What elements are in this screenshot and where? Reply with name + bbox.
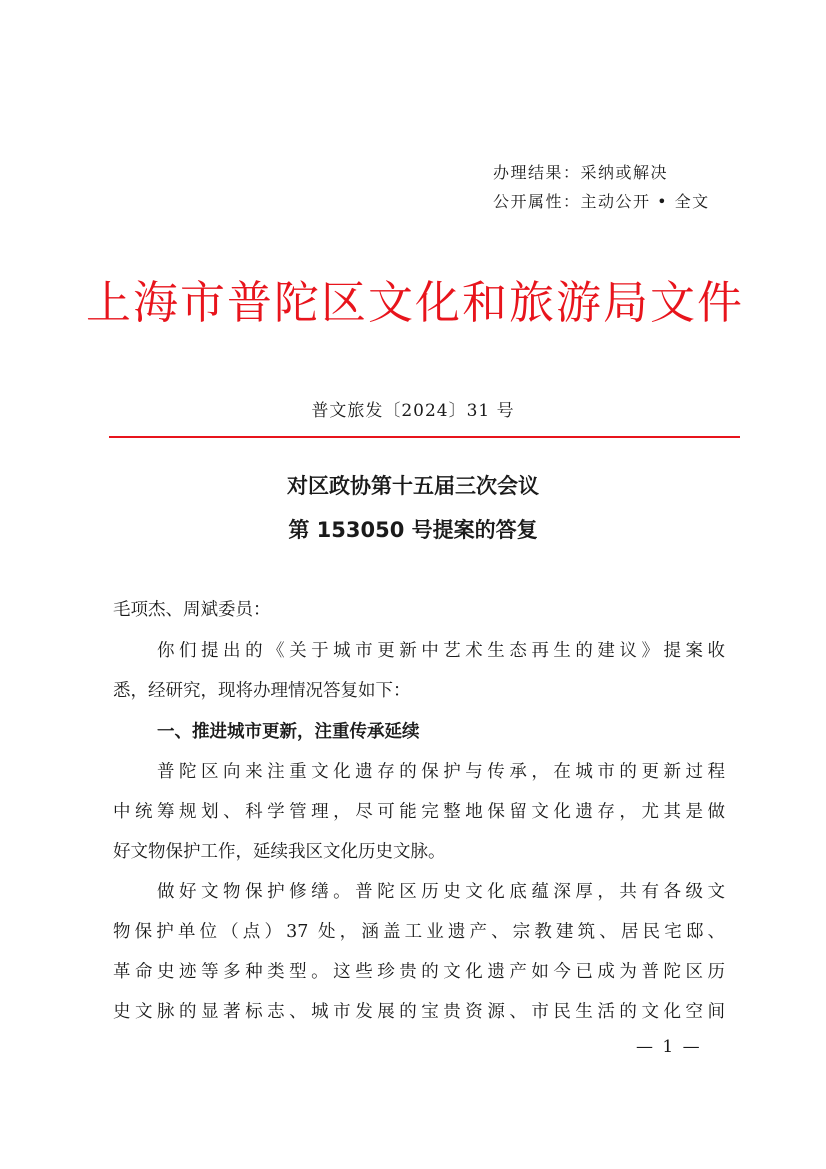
document-title-line-1: 对区政协第十五届三次会议 xyxy=(287,474,539,498)
paragraph-line: 好文物保护工作，延续我区文化历史文脉。 xyxy=(113,842,446,862)
paragraph-line: 普陀区向来注重文化遗存的保护与传承，在城市的更新过程 xyxy=(157,762,725,782)
paragraph-line: 悉，经研究，现将办理情况答复如下： xyxy=(113,681,411,701)
paragraph-intro xyxy=(113,631,725,711)
issuer-header: 上海市普陀区文化和旅游局文件 xyxy=(85,276,744,329)
document-title-line-2: 第 153050 号提案的答复 xyxy=(288,518,538,542)
paragraph-line: 物保护单位（点）37 处，涵盖工业遗产、宗教建筑、居民宅邸、 xyxy=(113,922,725,942)
paragraph-line: 中统筹规划、科学管理，尽可能完整地保留文化遗存，尤其是做 xyxy=(113,802,725,822)
paragraph-line: 你们提出的《关于城市更新中艺术生态再生的建议》提案收 xyxy=(157,641,725,661)
paragraph-section1 xyxy=(113,752,725,872)
red-divider-line xyxy=(109,436,740,438)
page-number: — 1 — xyxy=(636,1037,702,1057)
paragraph-line: 革命史迹等多种类型。这些珍贵的文化遗产如今已成为普陀区历 xyxy=(113,962,725,982)
handling-result: 办理结果：采纳或解决 xyxy=(493,163,669,182)
salutation: 毛项杰、周斌委员： xyxy=(113,600,271,620)
paragraph-relics xyxy=(113,872,725,1032)
disclosure-attribute: 公开属性：主动公开 • 全文 xyxy=(493,192,710,211)
section-heading-1: 一、推进城市更新，注重传承延续 xyxy=(157,722,420,742)
paragraph-line: 做好文物保护修缮。普陀区历史文化底蕴深厚，共有各级文 xyxy=(157,882,725,902)
paragraph-line: 史文脉的显著标志、城市发展的宝贵资源、市民生活的文化空间 xyxy=(113,1002,725,1022)
document-number: 普文旅发〔2024〕31 号 xyxy=(311,401,515,421)
